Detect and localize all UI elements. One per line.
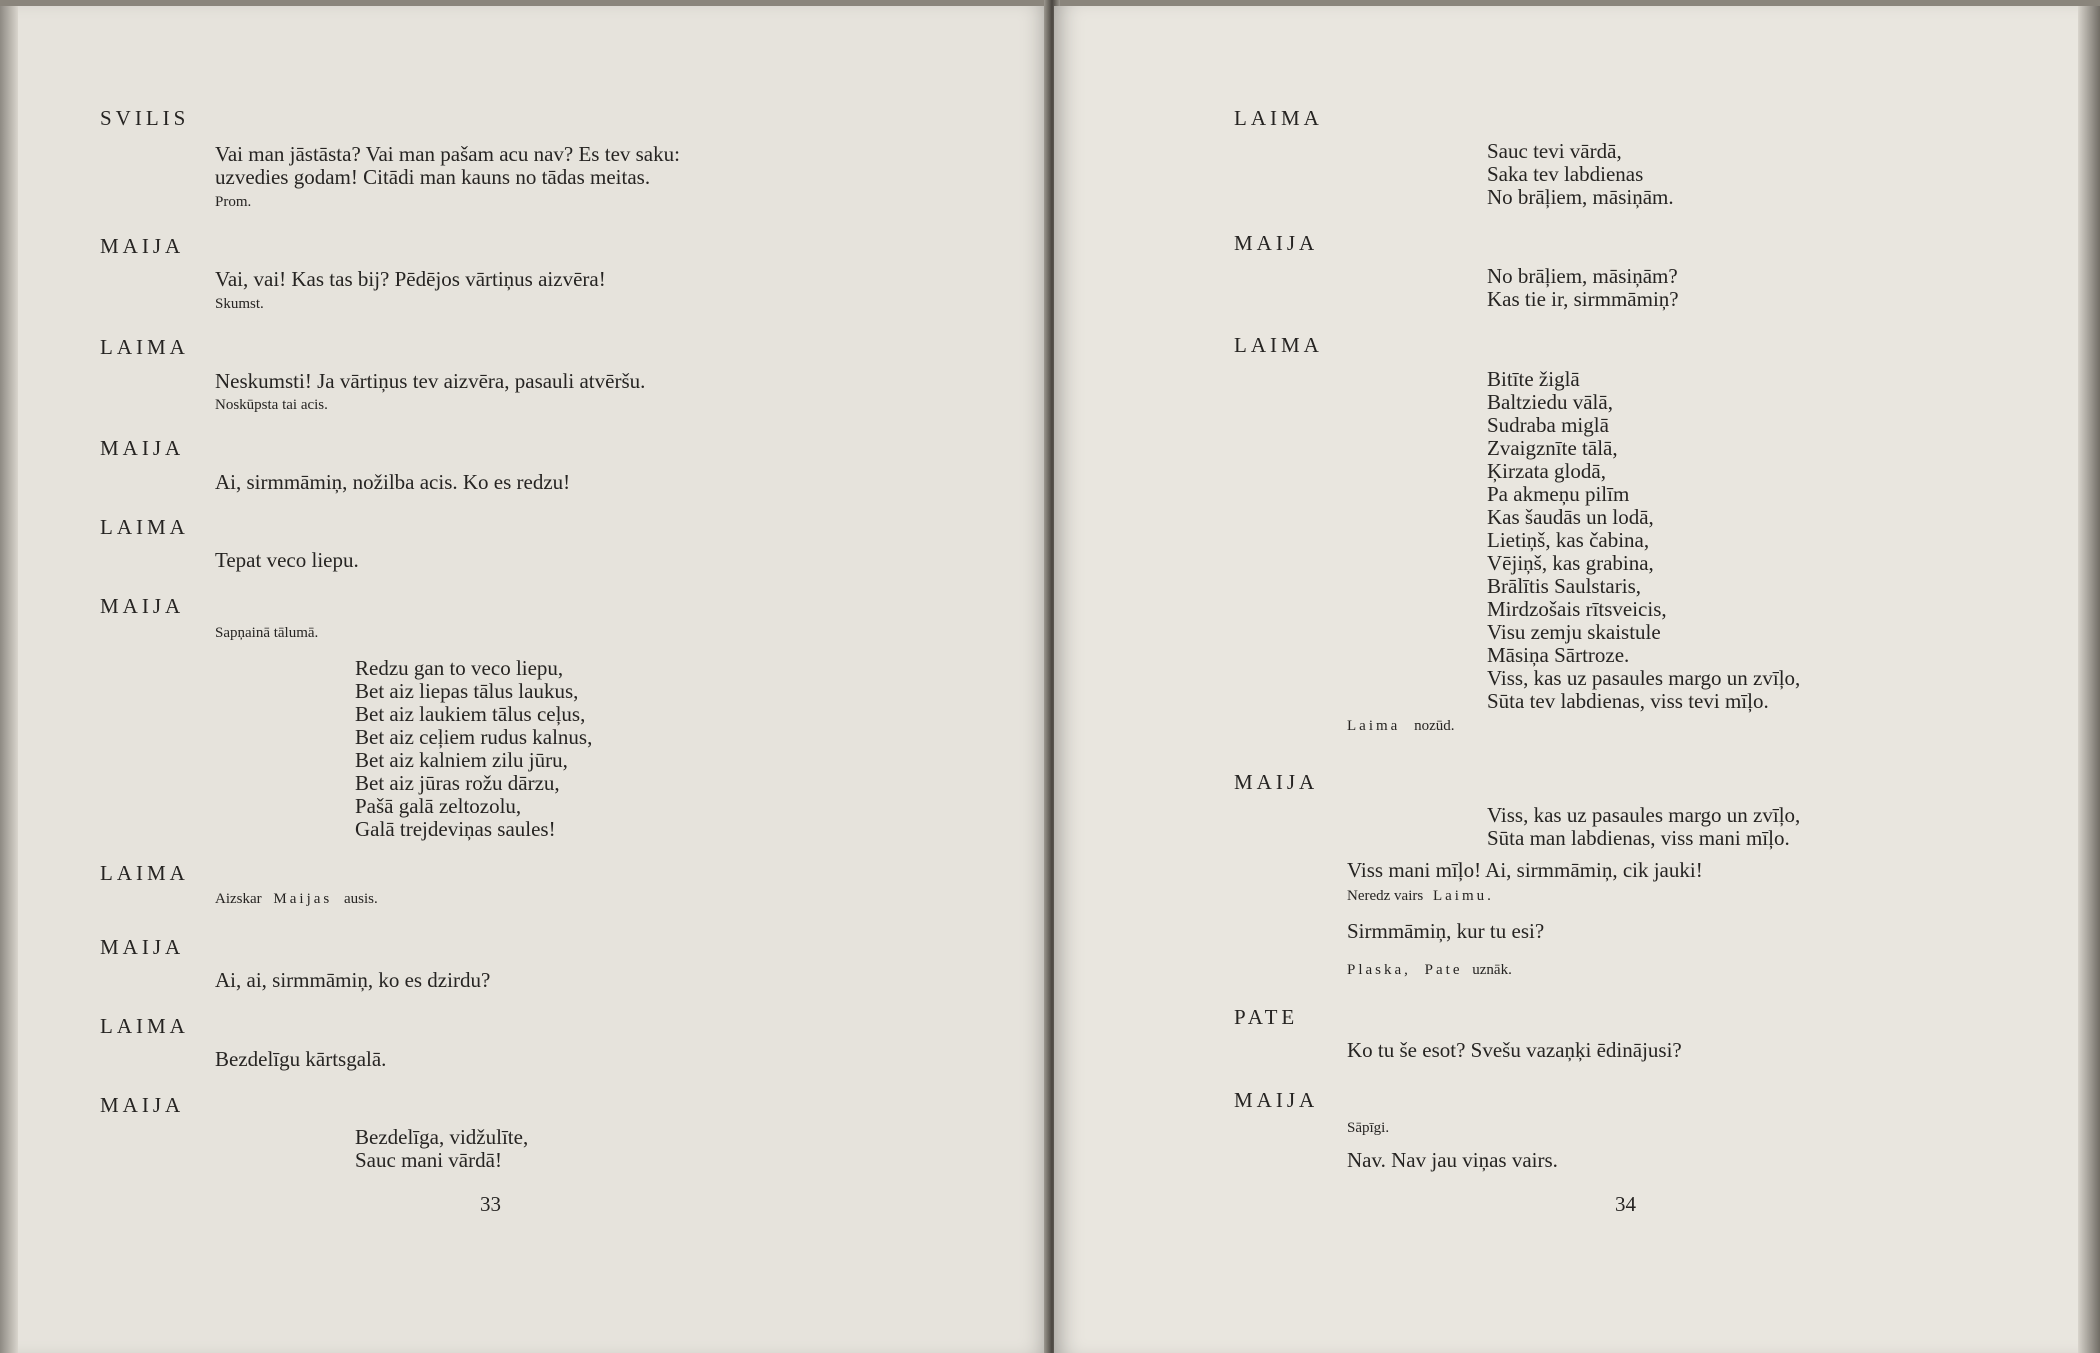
maija-verse-r2 [1487, 804, 1800, 850]
maija-direction-r2a [1347, 887, 1494, 905]
verse-line: Lietiņš, kas čabina, [1487, 528, 1650, 552]
verse-line: Redzu gan to veco liepu, [355, 656, 564, 680]
speaker-svilis: SVILIS [100, 106, 190, 130]
speaker-laima-4: LAIMA [100, 1014, 189, 1038]
maija-direction-3: Sapņainā tālumā. [215, 625, 319, 641]
direction-text: Aizskar [215, 891, 262, 907]
verse-line: Bezdelīga, vidžulīte, [355, 1125, 529, 1149]
verse-line: Ķirzata glodā, [1487, 459, 1606, 483]
verse-line: Galā trejdeviņas saules! [355, 817, 556, 841]
left-page [0, 6, 1050, 1353]
svilis-line-1: Vai man jāstāsta? Vai man pašam acu nav? Es tev saku: [215, 142, 680, 166]
verse-line: No brāļiem, māsiņām? [1487, 264, 1678, 288]
laima-direction-r2 [1347, 717, 1455, 735]
verse-line: Viss, kas uz pasaules margo un zvīļo, [1487, 803, 1801, 827]
page-number-left: 33 [480, 1192, 501, 1216]
maija-line-4: Ai, ai, sirmmāmiņ, ko es dzirdu? [215, 968, 491, 992]
maija-line-1: Vai, vai! Kas tas bij? Pēdējos vārtiņus aizvēra! [215, 267, 606, 291]
verse-line: Brālītis Saulstaris, [1487, 574, 1641, 598]
verse-line: Māsiņa Sārtroze. [1487, 643, 1630, 667]
direction-name: Laima [1347, 718, 1401, 734]
direction-text: Neredz vairs [1347, 888, 1424, 904]
maija-verse-2 [355, 1126, 528, 1172]
speaker-pate-r1: PATE [1234, 1005, 1299, 1029]
verse-line: Sūta man labdienas, viss mani mīļo. [1487, 826, 1790, 850]
verse-line: Bet aiz laukiem tālus ceļus, [355, 702, 586, 726]
verse-line: Pašā galā zeltozolu, [355, 794, 522, 818]
maija-direction-r3: Sāpīgi. [1347, 1120, 1390, 1136]
verse-line: Pa akmeņu pilīm [1487, 482, 1630, 506]
verse-line: Kas tie ir, sirmmāmiņ? [1487, 287, 1679, 311]
svilis-direction: Prom. [215, 194, 252, 210]
laima-line-4: Bezdelīgu kārtsgalā. [215, 1047, 387, 1071]
verse-line: Visu zemju skaistule [1487, 620, 1661, 644]
direction-text: uznāk. [1472, 962, 1512, 978]
verse-line: Bitīte žiglā [1487, 367, 1580, 391]
maija-line-r2b: Sirmmāmiņ, kur tu esi? [1347, 919, 1545, 943]
verse-line: Baltziedu vālā, [1487, 390, 1613, 414]
verse-line: Sūta tev labdienas, viss tevi mīļo. [1487, 689, 1769, 713]
speaker-maija-r1: MAIJA [1234, 231, 1319, 255]
verse-line: Sauc mani vārdā! [355, 1148, 502, 1172]
maija-line-r2a: Viss mani mīļo! Ai, sirmmāmiņ, cik jauki! [1347, 858, 1703, 882]
speaker-laima-3: LAIMA [100, 861, 189, 885]
speaker-maija-2: MAIJA [100, 436, 185, 460]
direction-name: Plaska, [1347, 962, 1411, 978]
verse-line: Kas šaudās un lodā, [1487, 505, 1654, 529]
page-number-right: 34 [1615, 1192, 1636, 1216]
verse-line: Sudraba miglā [1487, 413, 1609, 437]
verse-line: Bet aiz kalniem zilu jūru, [355, 748, 568, 772]
laima-line-2: Tepat veco liepu. [215, 548, 359, 572]
laima-verse-r2 [1487, 368, 1800, 713]
speaker-maija-4: MAIJA [100, 935, 185, 959]
pate-line-r1: Ko tu še esot? Svešu vazaņķi ēdinājusi? [1347, 1038, 1682, 1062]
speaker-maija-5: MAIJA [100, 1093, 185, 1117]
laima-direction-3 [215, 890, 378, 908]
direction-name: Laimu. [1432, 888, 1494, 904]
direction-text: nozūd. [1414, 718, 1455, 734]
verse-line: No brāļiem, māsiņām. [1487, 185, 1674, 209]
svilis-speech [215, 143, 883, 189]
verse-line: Viss, kas uz pasaules margo un zvīļo, [1487, 666, 1801, 690]
speaker-laima-r2: LAIMA [1234, 333, 1323, 357]
verse-line: Bet aiz ceļiem rudus kalnus, [355, 725, 593, 749]
laima-direction-1: Noskūpsta tai acis. [215, 397, 328, 413]
verse-line: Bet aiz liepas tālus laukus, [355, 679, 579, 703]
verse-line: Zvaigznīte tālā, [1487, 436, 1618, 460]
maija-line-2: Ai, sirmmāmiņ, nožilba acis. Ko es redzu! [215, 470, 571, 494]
maija-verse-1 [355, 657, 592, 841]
svilis-line-2: uzvedies godam! Citādi man kauns no tādas meitas. [215, 165, 651, 189]
maija-direction-r2b [1347, 961, 1512, 979]
direction-name: Maijas [273, 891, 333, 907]
speaker-maija-1: MAIJA [100, 234, 185, 258]
speaker-maija-3: MAIJA [100, 594, 185, 618]
laima-verse-r1 [1487, 140, 1674, 209]
speaker-maija-r3: MAIJA [1234, 1088, 1319, 1112]
verse-line: Mirdzošais rītsveicis, [1487, 597, 1667, 621]
maija-verse-r1 [1487, 265, 1679, 311]
verse-line: Sauc tevi vārdā, [1487, 139, 1622, 163]
verse-line: Saka tev labdienas [1487, 162, 1644, 186]
speaker-laima-r1: LAIMA [1234, 106, 1323, 130]
direction-text: ausis. [343, 891, 378, 907]
right-page [1054, 6, 2100, 1353]
maija-line-r3: Nav. Nav jau viņas vairs. [1347, 1148, 1558, 1172]
speaker-laima-1: LAIMA [100, 335, 189, 359]
laima-line-1: Neskumsti! Ja vārtiņus tev aizvēra, pasauli atvēršu. [215, 369, 646, 393]
verse-line: Vējiņš, kas grabina, [1487, 551, 1654, 575]
verse-line: Bet aiz jūras rožu dārzu, [355, 771, 560, 795]
maija-direction-1: Skumst. [215, 296, 264, 312]
speaker-maija-r2: MAIJA [1234, 770, 1319, 794]
direction-name: Pate [1424, 962, 1463, 978]
speaker-laima-2: LAIMA [100, 515, 189, 539]
